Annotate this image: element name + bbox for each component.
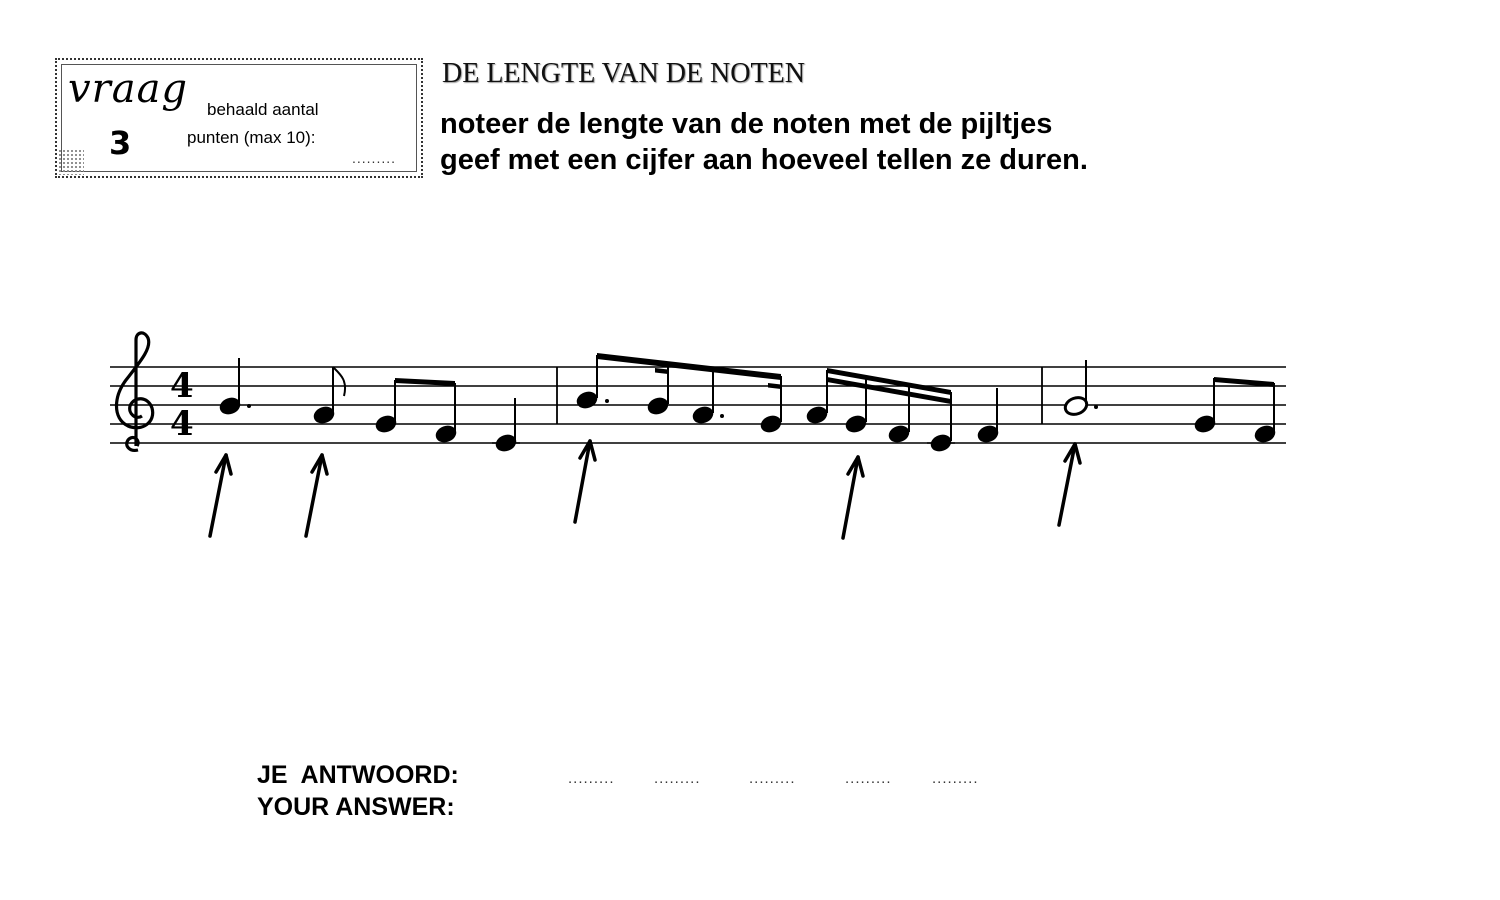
beamed-group-four-sixteenths (805, 368, 955, 453)
time-signature-bottom: 4 (170, 404, 194, 444)
treble-clef-icon (117, 333, 153, 450)
arrow-icon (306, 455, 327, 536)
note-quarter (492, 398, 520, 453)
note-dotted-half (1063, 360, 1098, 417)
points-blank[interactable]: ......... (352, 150, 397, 166)
corner-shading (58, 149, 84, 175)
instruction-line-1: noteer de lengte van de noten met de pijltjes (440, 108, 1053, 140)
answer-label-english: YOUR ANSWER: (257, 793, 455, 821)
arrow-icon (575, 441, 595, 522)
answer-blank-2[interactable]: ......... (654, 770, 701, 787)
staff-lines (110, 367, 1286, 443)
points-label-line1: behaald aantal (207, 100, 319, 119)
question-number: 3 (109, 124, 132, 162)
page-title: DE LENGTE VAN DE NOTEN (442, 58, 805, 89)
beamed-group-dotted-eighth-sixteenth (575, 353, 783, 434)
arrow-icon (210, 455, 231, 536)
arrow-icon (843, 457, 863, 538)
points-label-line2: punten (max 10): (187, 128, 316, 147)
question-word: vraag (68, 66, 189, 112)
time-signature-top: 4 (170, 366, 194, 406)
note-eighth-pair (374, 378, 458, 444)
answer-blank-1[interactable]: ......... (568, 770, 615, 787)
note-quarter (976, 388, 1000, 444)
arrow-icon (1059, 444, 1080, 525)
answer-blank-4[interactable]: ......... (845, 770, 892, 787)
question-box (55, 58, 423, 178)
answer-blank-5[interactable]: ......... (932, 770, 979, 787)
music-staff (0, 300, 1500, 560)
answer-blank-3[interactable]: ......... (749, 770, 796, 787)
answer-label-dutch: JE ANTWOORD: (257, 761, 459, 789)
instruction-line-2: geef met een cijfer aan hoeveel tellen ze duren. (440, 144, 1088, 176)
note-eighth (312, 367, 345, 425)
note-eighth-pair (1193, 377, 1277, 444)
